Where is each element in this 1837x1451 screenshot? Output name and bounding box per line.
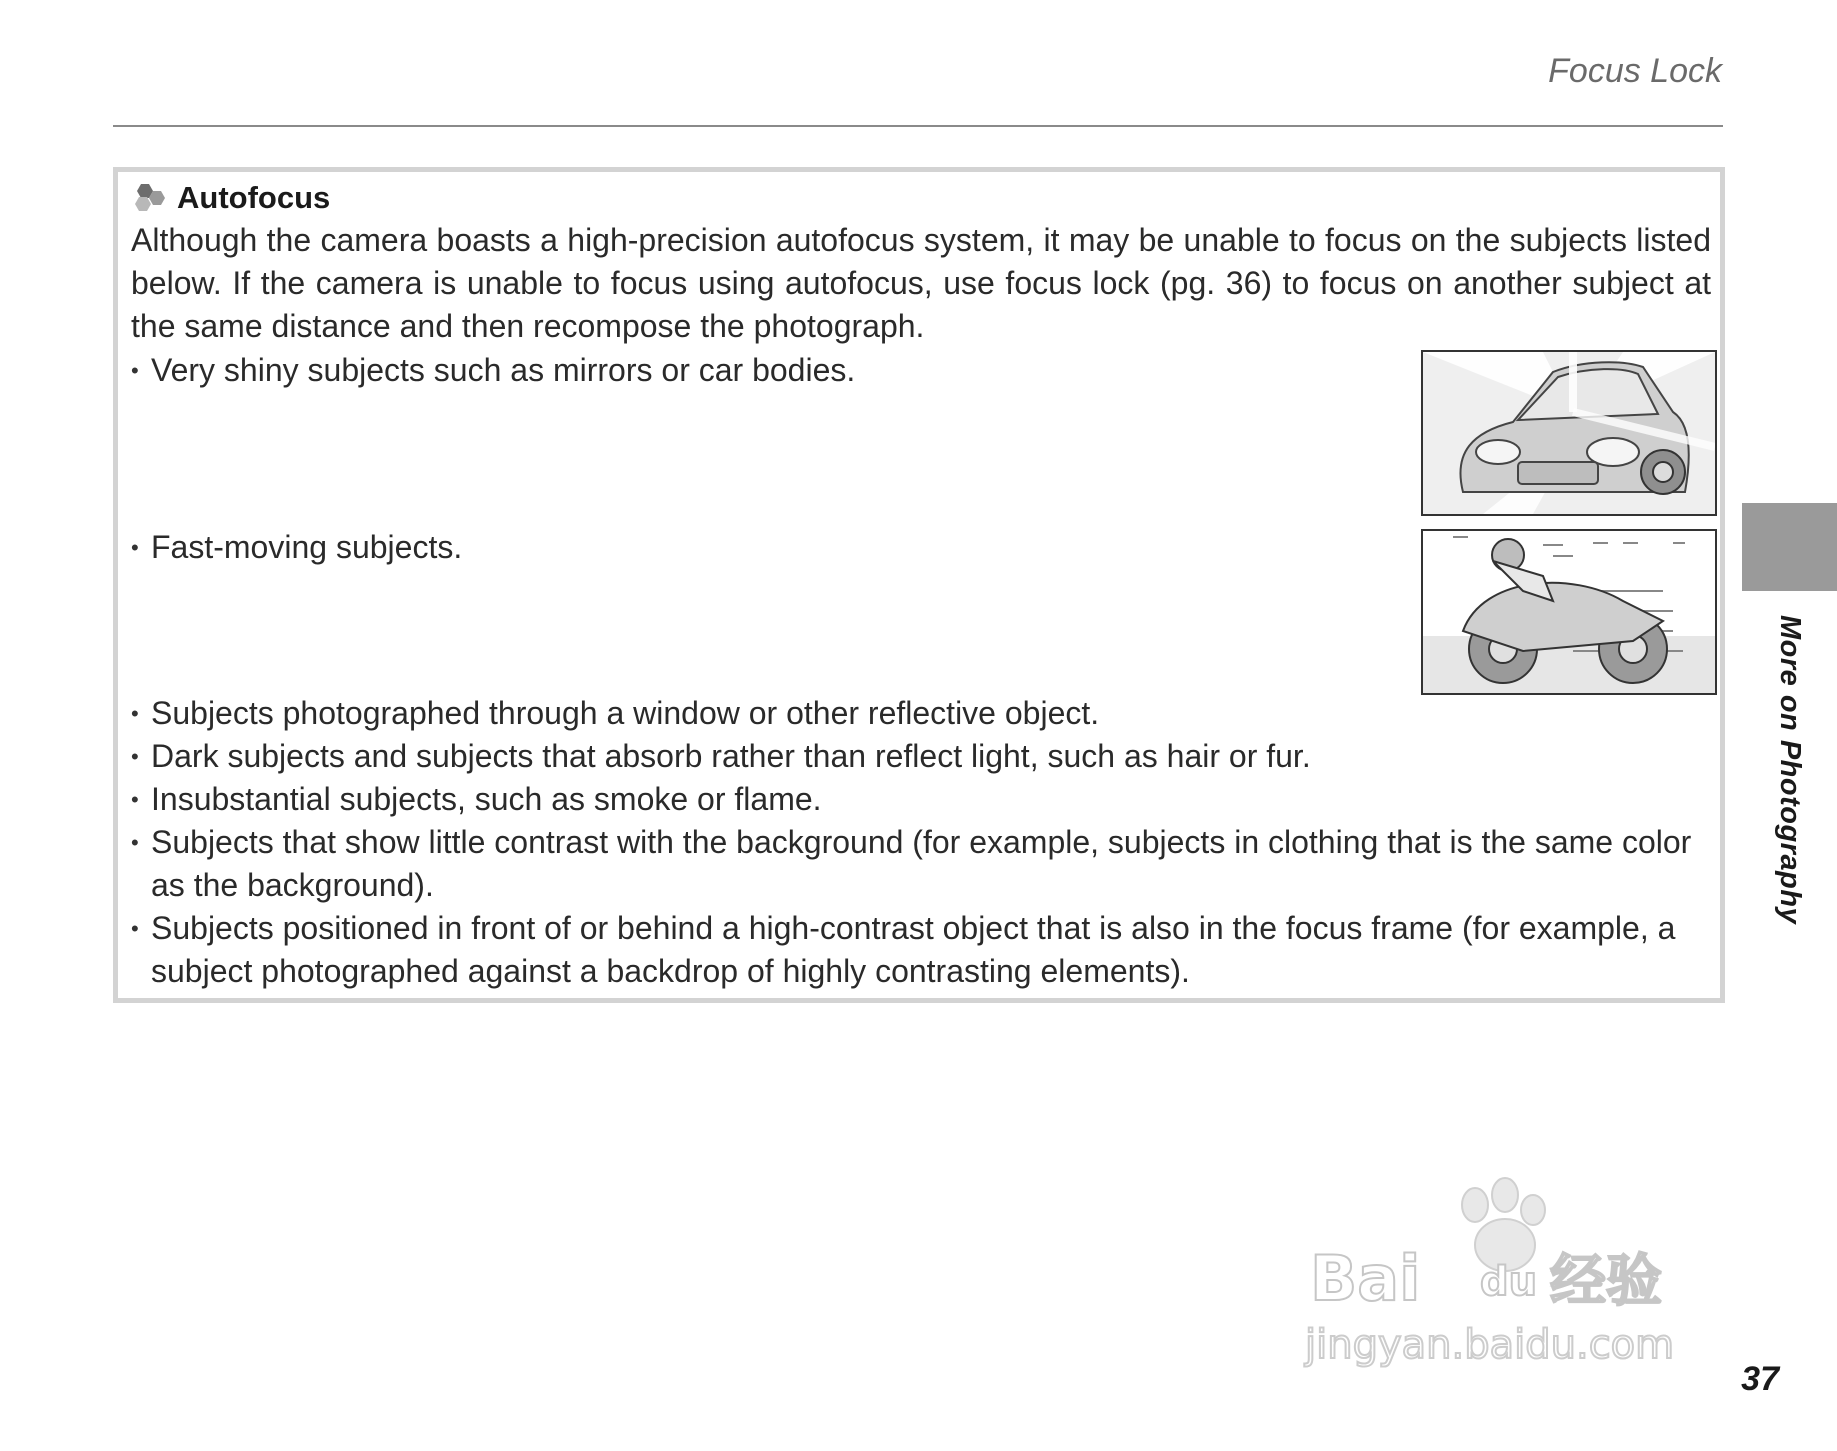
- fast-motorcycle-illustration: [1421, 529, 1717, 695]
- running-header-title: Focus Lock: [1548, 52, 1722, 90]
- page-number: 37: [1741, 1360, 1779, 1398]
- section-tab: [1742, 503, 1837, 591]
- bullet-item: • Subjects that show little contrast with the background (for example, subjects in clothing that is the same color as the background).: [131, 821, 1711, 907]
- baidu-watermark: [1300, 1170, 1730, 1380]
- bullet-item: • Insubstantial subjects, such as smoke or flame.: [131, 778, 1711, 821]
- bullet-item: • Fast-moving subjects.: [131, 526, 1711, 569]
- watermark-du: du: [1480, 1259, 1538, 1305]
- bullet-item: • Subjects photographed through a window or other reflective object.: [131, 692, 1711, 735]
- header-rule: [113, 125, 1723, 127]
- shiny-car-illustration: [1421, 350, 1717, 516]
- bullet-item: • Very shiny subjects such as mirrors or car bodies.: [131, 349, 1711, 392]
- watermark-url: jingyan.baidu.com: [1305, 1322, 1675, 1368]
- watermark-bai: Bai: [1310, 1242, 1421, 1315]
- hexagon-note-icon: [131, 183, 171, 213]
- note-intro-paragraph: Although the camera boasts a high-precision autofocus system, it may be unable to focus on the subjects listed below. If the camera is unable to focus using autofocus, use focus lock (pg. 36) to focus on another subject at the same distance and then recompose the photograph.: [131, 222, 1711, 344]
- bullet-item: • Subjects positioned in front of or behind a high-contrast object that is also in the focus frame (for example, a subject photographed against a backdrop of highly contrasting elements).: [131, 907, 1711, 993]
- autofocus-note-box: [113, 167, 1725, 1003]
- watermark-chinese: 经验: [1550, 1249, 1662, 1314]
- bullet-item: • Dark subjects and subjects that absorb rather than reflect light, such as hair or fur.: [131, 735, 1711, 778]
- section-label: More on Photography: [1774, 615, 1806, 925]
- note-title: Autofocus: [177, 180, 331, 215]
- note-heading: [131, 180, 330, 216]
